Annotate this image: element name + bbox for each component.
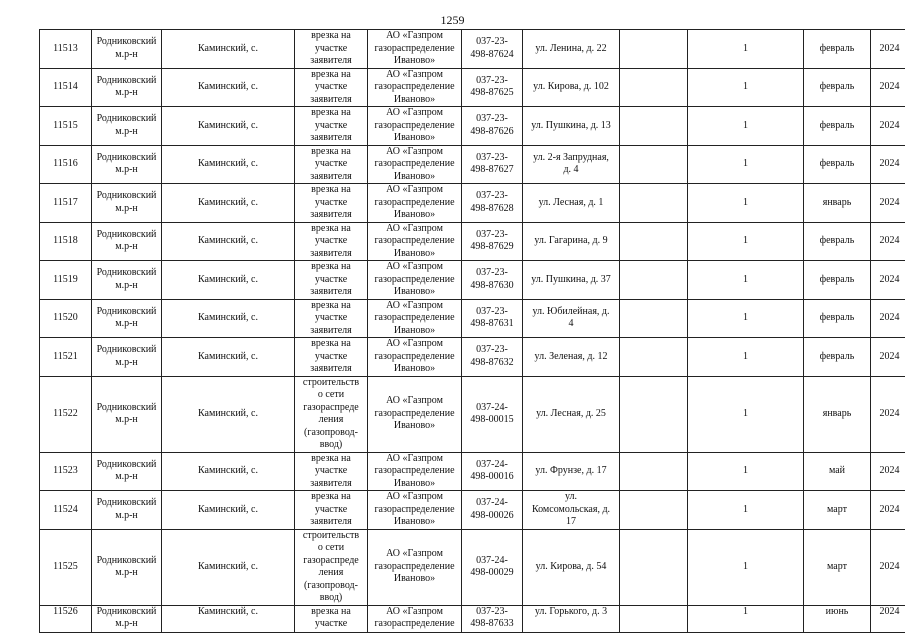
work-type-cell: врезка на участке заявителя [295,107,368,146]
month-cell: февраль [804,261,871,300]
row-number-cell: 11519 [40,261,92,300]
year-cell: 2024 [871,529,905,605]
address-cell: ул. Фрунзе, д. 17 [523,452,620,491]
row-number-cell: 11526 [40,605,92,632]
organization-cell: АО «Газпром газораспределение Иваново» [368,529,462,605]
district-cell: Родниковский м.р-н [92,145,162,184]
address-cell: ул. Пушкина, д. 13 [523,107,620,146]
year-cell: 2024 [871,299,905,338]
row-number-cell: 11513 [40,30,92,69]
month-cell: февраль [804,338,871,377]
district-cell: Родниковский м.р-н [92,261,162,300]
work-type-cell: врезка на участке [295,605,368,632]
empty-cell [620,222,688,261]
registry-table [39,29,905,633]
address-cell: ул. Лесная, д. 1 [523,184,620,223]
count-cell: 1 [688,68,804,107]
organization-cell: АО «Газпром газораспределение Иваново» [368,376,462,452]
registry-code-cell: 037-24- 498-00015 [462,376,523,452]
locality-cell: Каминский, с. [162,338,295,377]
year-cell: 2024 [871,184,905,223]
district-cell: Родниковский м.р-н [92,222,162,261]
table-row [40,376,905,452]
work-type-cell: врезка на участке заявителя [295,261,368,300]
count-cell: 1 [688,145,804,184]
month-cell: февраль [804,107,871,146]
registry-code-cell: 037-23- 498-87630 [462,261,523,300]
count-cell: 1 [688,299,804,338]
table-row [40,491,905,530]
locality-cell: Каминский, с. [162,222,295,261]
count-cell: 1 [688,184,804,223]
registry-code-cell: 037-23- 498-87629 [462,222,523,261]
table-row [40,30,905,69]
work-type-cell: врезка на участке заявителя [295,145,368,184]
row-number-cell: 11517 [40,184,92,223]
organization-cell: АО «Газпром газораспределение Иваново» [368,299,462,338]
table-row [40,529,905,605]
locality-cell: Каминский, с. [162,261,295,300]
district-cell: Родниковский м.р-н [92,338,162,377]
district-cell: Родниковский м.р-н [92,30,162,69]
work-type-cell: врезка на участке заявителя [295,299,368,338]
row-number-cell: 11521 [40,338,92,377]
empty-cell [620,184,688,223]
empty-cell [620,452,688,491]
count-cell: 1 [688,529,804,605]
address-cell: ул. Ленина, д. 22 [523,30,620,69]
locality-cell: Каминский, с. [162,145,295,184]
count-cell: 1 [688,222,804,261]
count-cell: 1 [688,338,804,377]
table-row [40,184,905,223]
count-cell: 1 [688,376,804,452]
row-number-cell: 11515 [40,107,92,146]
organization-cell: АО «Газпром газораспределение Иваново» [368,145,462,184]
locality-cell: Каминский, с. [162,30,295,69]
empty-cell [620,299,688,338]
row-number-cell: 11523 [40,452,92,491]
table-row [40,261,905,300]
district-cell: Родниковский м.р-н [92,605,162,632]
year-cell: 2024 [871,605,905,632]
address-cell: ул. Зеленая, д. 12 [523,338,620,377]
table-row [40,299,905,338]
month-cell: май [804,452,871,491]
row-number-cell: 11516 [40,145,92,184]
locality-cell: Каминский, с. [162,299,295,338]
table-row [40,145,905,184]
month-cell: март [804,529,871,605]
address-cell: ул. Гагарина, д. 9 [523,222,620,261]
row-number-cell: 11520 [40,299,92,338]
year-cell: 2024 [871,491,905,530]
work-type-cell: врезка на участке заявителя [295,30,368,69]
row-number-cell: 11514 [40,68,92,107]
organization-cell: АО «Газпром газораспределение Иваново» [368,452,462,491]
empty-cell [620,376,688,452]
organization-cell: АО «Газпром газораспределение Иваново» [368,184,462,223]
month-cell: январь [804,376,871,452]
year-cell: 2024 [871,107,905,146]
registry-code-cell: 037-24- 498-00029 [462,529,523,605]
year-cell: 2024 [871,145,905,184]
empty-cell [620,145,688,184]
work-type-cell: строительств о сети газораспреде ления (газопровод- ввод) [295,529,368,605]
district-cell: Родниковский м.р-н [92,529,162,605]
table-row [40,605,905,632]
locality-cell: Каминский, с. [162,452,295,491]
row-number-cell: 11525 [40,529,92,605]
count-cell: 1 [688,605,804,632]
locality-cell: Каминский, с. [162,605,295,632]
address-cell: ул. 2-я Запрудная, д. 4 [523,145,620,184]
month-cell: февраль [804,222,871,261]
row-number-cell: 11524 [40,491,92,530]
registry-code-cell: 037-23- 498-87632 [462,338,523,377]
district-cell: Родниковский м.р-н [92,299,162,338]
table-row [40,452,905,491]
organization-cell: АО «Газпром газораспределение Иваново» [368,222,462,261]
organization-cell: АО «Газпром газораспределение [368,605,462,632]
registry-code-cell: 037-23- 498-87627 [462,145,523,184]
empty-cell [620,68,688,107]
work-type-cell: врезка на участке заявителя [295,452,368,491]
month-cell: июнь [804,605,871,632]
address-cell: ул. Комсомольская, д. 17 [523,491,620,530]
locality-cell: Каминский, с. [162,491,295,530]
district-cell: Родниковский м.р-н [92,376,162,452]
row-number-cell: 11522 [40,376,92,452]
district-cell: Родниковский м.р-н [92,68,162,107]
month-cell: февраль [804,299,871,338]
year-cell: 2024 [871,376,905,452]
count-cell: 1 [688,491,804,530]
year-cell: 2024 [871,30,905,69]
address-cell: ул. Лесная, д. 25 [523,376,620,452]
work-type-cell: врезка на участке заявителя [295,68,368,107]
registry-code-cell: 037-23- 498-87624 [462,30,523,69]
month-cell: февраль [804,68,871,107]
month-cell: февраль [804,145,871,184]
page-number: 1259 [440,13,465,27]
district-cell: Родниковский м.р-н [92,491,162,530]
locality-cell: Каминский, с. [162,376,295,452]
work-type-cell: врезка на участке заявителя [295,184,368,223]
work-type-cell: строительств о сети газораспреде ления (газопровод- ввод) [295,376,368,452]
organization-cell: АО «Газпром газораспределение Иваново» [368,30,462,69]
table-row [40,68,905,107]
count-cell: 1 [688,261,804,300]
organization-cell: АО «Газпром газораспределение Иваново» [368,338,462,377]
count-cell: 1 [688,30,804,69]
table-row [40,222,905,261]
district-cell: Родниковский м.р-н [92,107,162,146]
address-cell: ул. Кирова, д. 54 [523,529,620,605]
address-cell: ул. Горького, д. 3 [523,605,620,632]
year-cell: 2024 [871,222,905,261]
district-cell: Родниковский м.р-н [92,184,162,223]
count-cell: 1 [688,452,804,491]
organization-cell: АО «Газпром газораспределение Иваново» [368,491,462,530]
empty-cell [620,491,688,530]
row-number-cell: 11518 [40,222,92,261]
month-cell: март [804,491,871,530]
locality-cell: Каминский, с. [162,529,295,605]
empty-cell [620,107,688,146]
empty-cell [620,605,688,632]
registry-code-cell: 037-23- 498-87633 [462,605,523,632]
empty-cell [620,261,688,300]
count-cell: 1 [688,107,804,146]
empty-cell [620,338,688,377]
locality-cell: Каминский, с. [162,107,295,146]
empty-cell [620,529,688,605]
locality-cell: Каминский, с. [162,184,295,223]
locality-cell: Каминский, с. [162,68,295,107]
registry-code-cell: 037-23- 498-87626 [462,107,523,146]
registry-code-cell: 037-23- 498-87631 [462,299,523,338]
year-cell: 2024 [871,68,905,107]
year-cell: 2024 [871,338,905,377]
address-cell: ул. Пушкина, д. 37 [523,261,620,300]
organization-cell: АО «Газпром газораспределение Иваново» [368,68,462,107]
address-cell: ул. Юбилейная, д. 4 [523,299,620,338]
registry-code-cell: 037-23- 498-87628 [462,184,523,223]
registry-code-cell: 037-23- 498-87625 [462,68,523,107]
empty-cell [620,30,688,69]
registry-code-cell: 037-24- 498-00016 [462,452,523,491]
table-row [40,338,905,377]
work-type-cell: врезка на участке заявителя [295,338,368,377]
work-type-cell: врезка на участке заявителя [295,222,368,261]
work-type-cell: врезка на участке заявителя [295,491,368,530]
year-cell: 2024 [871,261,905,300]
table-row [40,107,905,146]
registry-code-cell: 037-24- 498-00026 [462,491,523,530]
district-cell: Родниковский м.р-н [92,452,162,491]
organization-cell: АО «Газпром газораспределение Иваново» [368,107,462,146]
address-cell: ул. Кирова, д. 102 [523,68,620,107]
organization-cell: АО «Газпром газораспределение Иваново» [368,261,462,300]
year-cell: 2024 [871,452,905,491]
month-cell: февраль [804,30,871,69]
month-cell: январь [804,184,871,223]
